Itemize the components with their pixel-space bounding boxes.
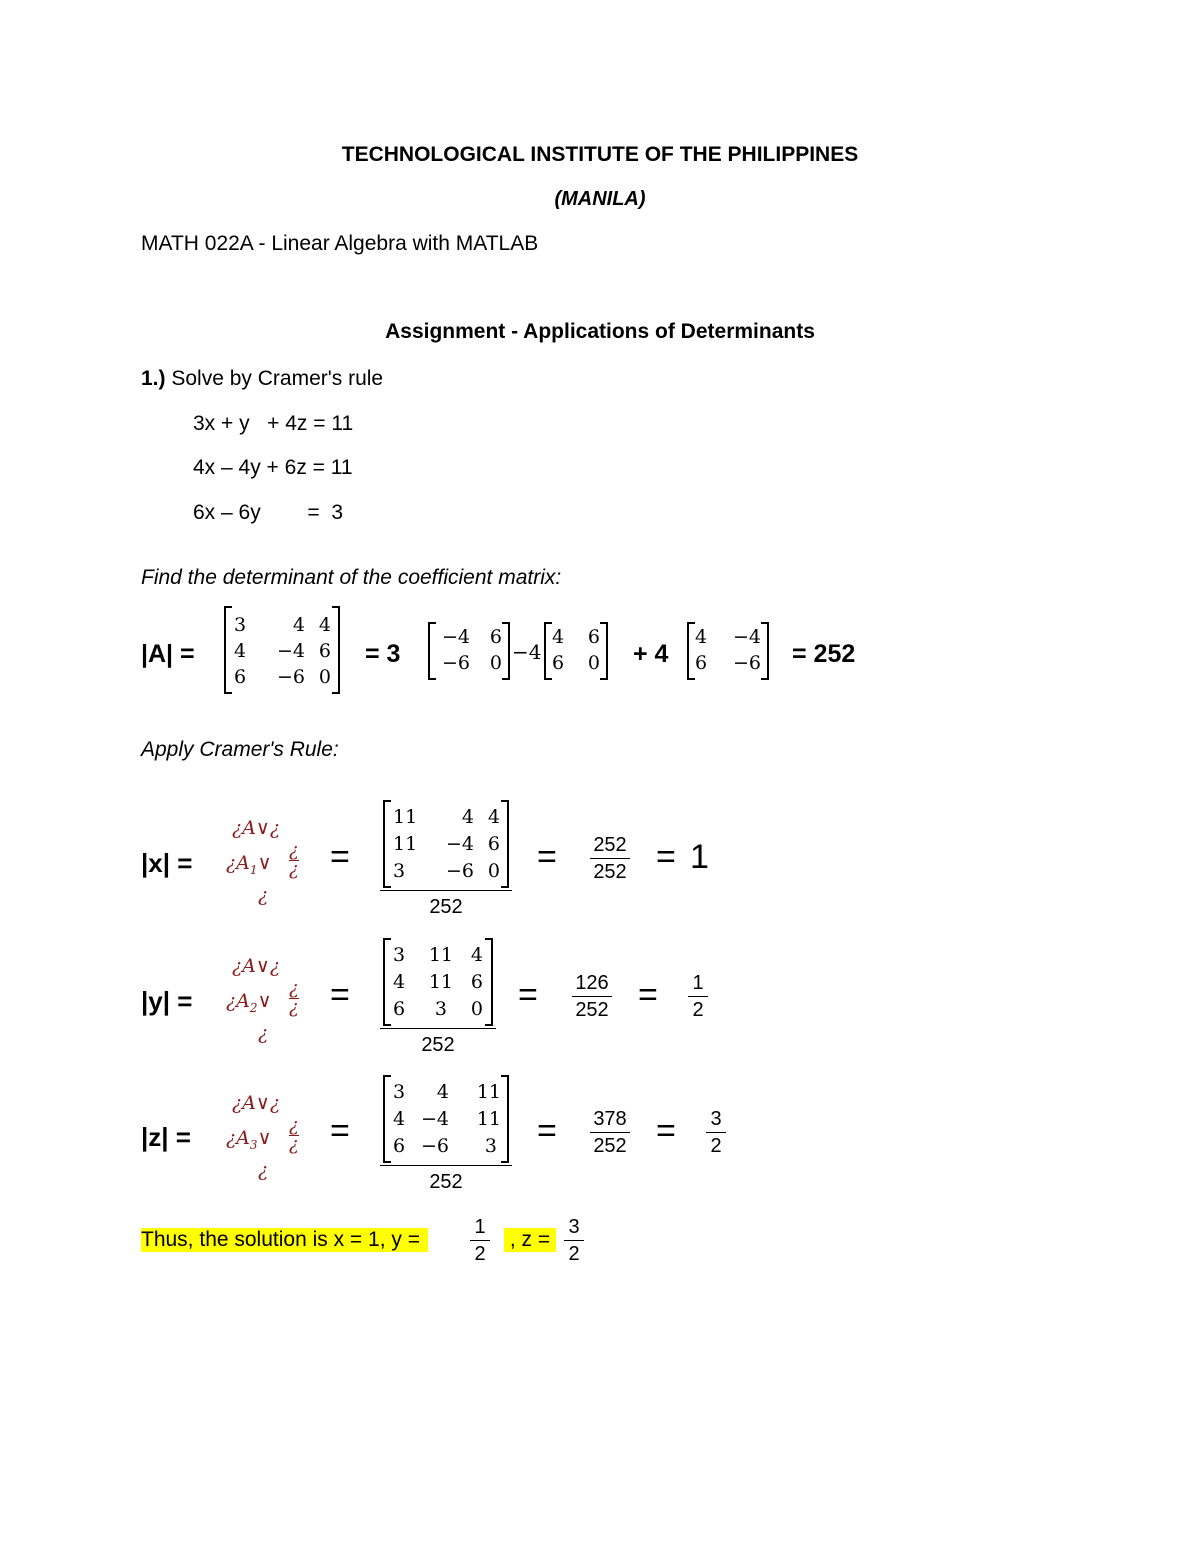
y-denominator: 252 [421, 1034, 455, 1056]
solution-text-2: , z = [504, 1228, 556, 1251]
z-garbled-mid: ¿$A_3\vee$ [226, 1127, 272, 1152]
z-fraction: 378 252 [590, 1106, 630, 1159]
equation-2: 4x – 4y + 6z = 11 [193, 456, 353, 479]
coefficient-matrix: 3 4 4 4 −4 6 6 −6 0 [224, 606, 340, 694]
minor-2: 4 6 6 0 [544, 622, 608, 680]
y-equals-2: = [518, 976, 538, 1014]
z-garbled-frac: ¿ ¿ [289, 1115, 299, 1155]
y-result: 1 2 [688, 970, 708, 1023]
equation-1: 3x + y + 4z = 11 [193, 412, 354, 435]
x-label: |x| = [141, 848, 193, 878]
problem-statement [141, 367, 383, 391]
equation-3: 6x – 6y = 3 [193, 501, 343, 524]
y-equals-1: = [330, 976, 350, 1014]
x-garbled-mid: ¿$A_1\vee$ [226, 852, 272, 877]
y-fraction: 126 252 [572, 970, 612, 1023]
z-label: |z| = [141, 1122, 191, 1152]
cramer-prompt: Apply Cramer's Rule: [141, 738, 339, 761]
z-result: 3 2 [706, 1106, 726, 1159]
campus-subtitle: (MANILA) [554, 188, 646, 210]
y-matrix: 3 11 4 4 11 6 6 3 0 [383, 938, 493, 1026]
institute-title: TECHNOLOGICAL INSTITUTE OF THE PHILIPPINES [341, 143, 859, 166]
z-garbled-top: ¿A∨¿ [232, 1092, 281, 1114]
y-garbled-frac: ¿ ¿ [289, 978, 299, 1018]
det-eq3: = 3 [365, 640, 401, 668]
minor-1: −4 6 −6 0 [428, 622, 510, 680]
y-garbled-bottom: ¿ [258, 1022, 269, 1044]
x-garbled-top: ¿A∨¿ [232, 817, 281, 839]
problem-number: 1.) [141, 367, 166, 390]
y-garbled-top: ¿A∨¿ [232, 955, 281, 977]
x-divider [380, 890, 512, 891]
x-equals-2: = [537, 838, 557, 876]
det-result: = 252 [792, 640, 856, 668]
z-denominator: 252 [429, 1171, 463, 1193]
x-garbled-bottom: ¿ [258, 884, 269, 906]
y-equals-3: = [638, 976, 658, 1014]
z-equals-1: = [330, 1112, 350, 1150]
det-plus4: + 4 [633, 640, 669, 668]
x-equals-3: = [656, 838, 676, 876]
problem-instruction: Solve by Cramer's rule [171, 367, 384, 390]
z-equals-2: = [537, 1112, 557, 1150]
z-divider [380, 1165, 512, 1166]
x-garbled-frac: ¿ ¿ [289, 840, 299, 880]
z-matrix: 3 4 11 4 −4 11 6 −6 3 [383, 1075, 509, 1163]
x-matrix: 11 4 4 11 −4 6 3 −6 0 [383, 800, 509, 888]
x-fraction: 252 252 [590, 832, 630, 885]
minor-3: 4 −4 6 −6 [687, 622, 769, 680]
det-a-label: |A| = [141, 640, 195, 668]
course-line: MATH 022A - Linear Algebra with MATLAB [141, 232, 539, 255]
y-garbled-mid: ¿$A_2\vee$ [226, 990, 272, 1015]
y-label: |y| = [141, 986, 193, 1016]
x-result: 1 [690, 838, 709, 876]
y-divider [380, 1028, 496, 1029]
solution-text-1: Thus, the solution is x = 1, y = [141, 1228, 426, 1251]
determinant-prompt: Find the determinant of the coefficient matrix: [141, 566, 562, 589]
solution-z-fraction: 3 2 [564, 1214, 584, 1267]
z-garbled-bottom: ¿ [258, 1159, 269, 1181]
assignment-title: Assignment - Applications of Determinants [385, 320, 815, 343]
z-equals-3: = [656, 1112, 676, 1150]
x-equals-1: = [330, 838, 350, 876]
det-minus4: −4 [512, 640, 542, 664]
solution-y-fraction: 1 2 [470, 1214, 490, 1267]
x-denominator: 252 [429, 896, 463, 918]
